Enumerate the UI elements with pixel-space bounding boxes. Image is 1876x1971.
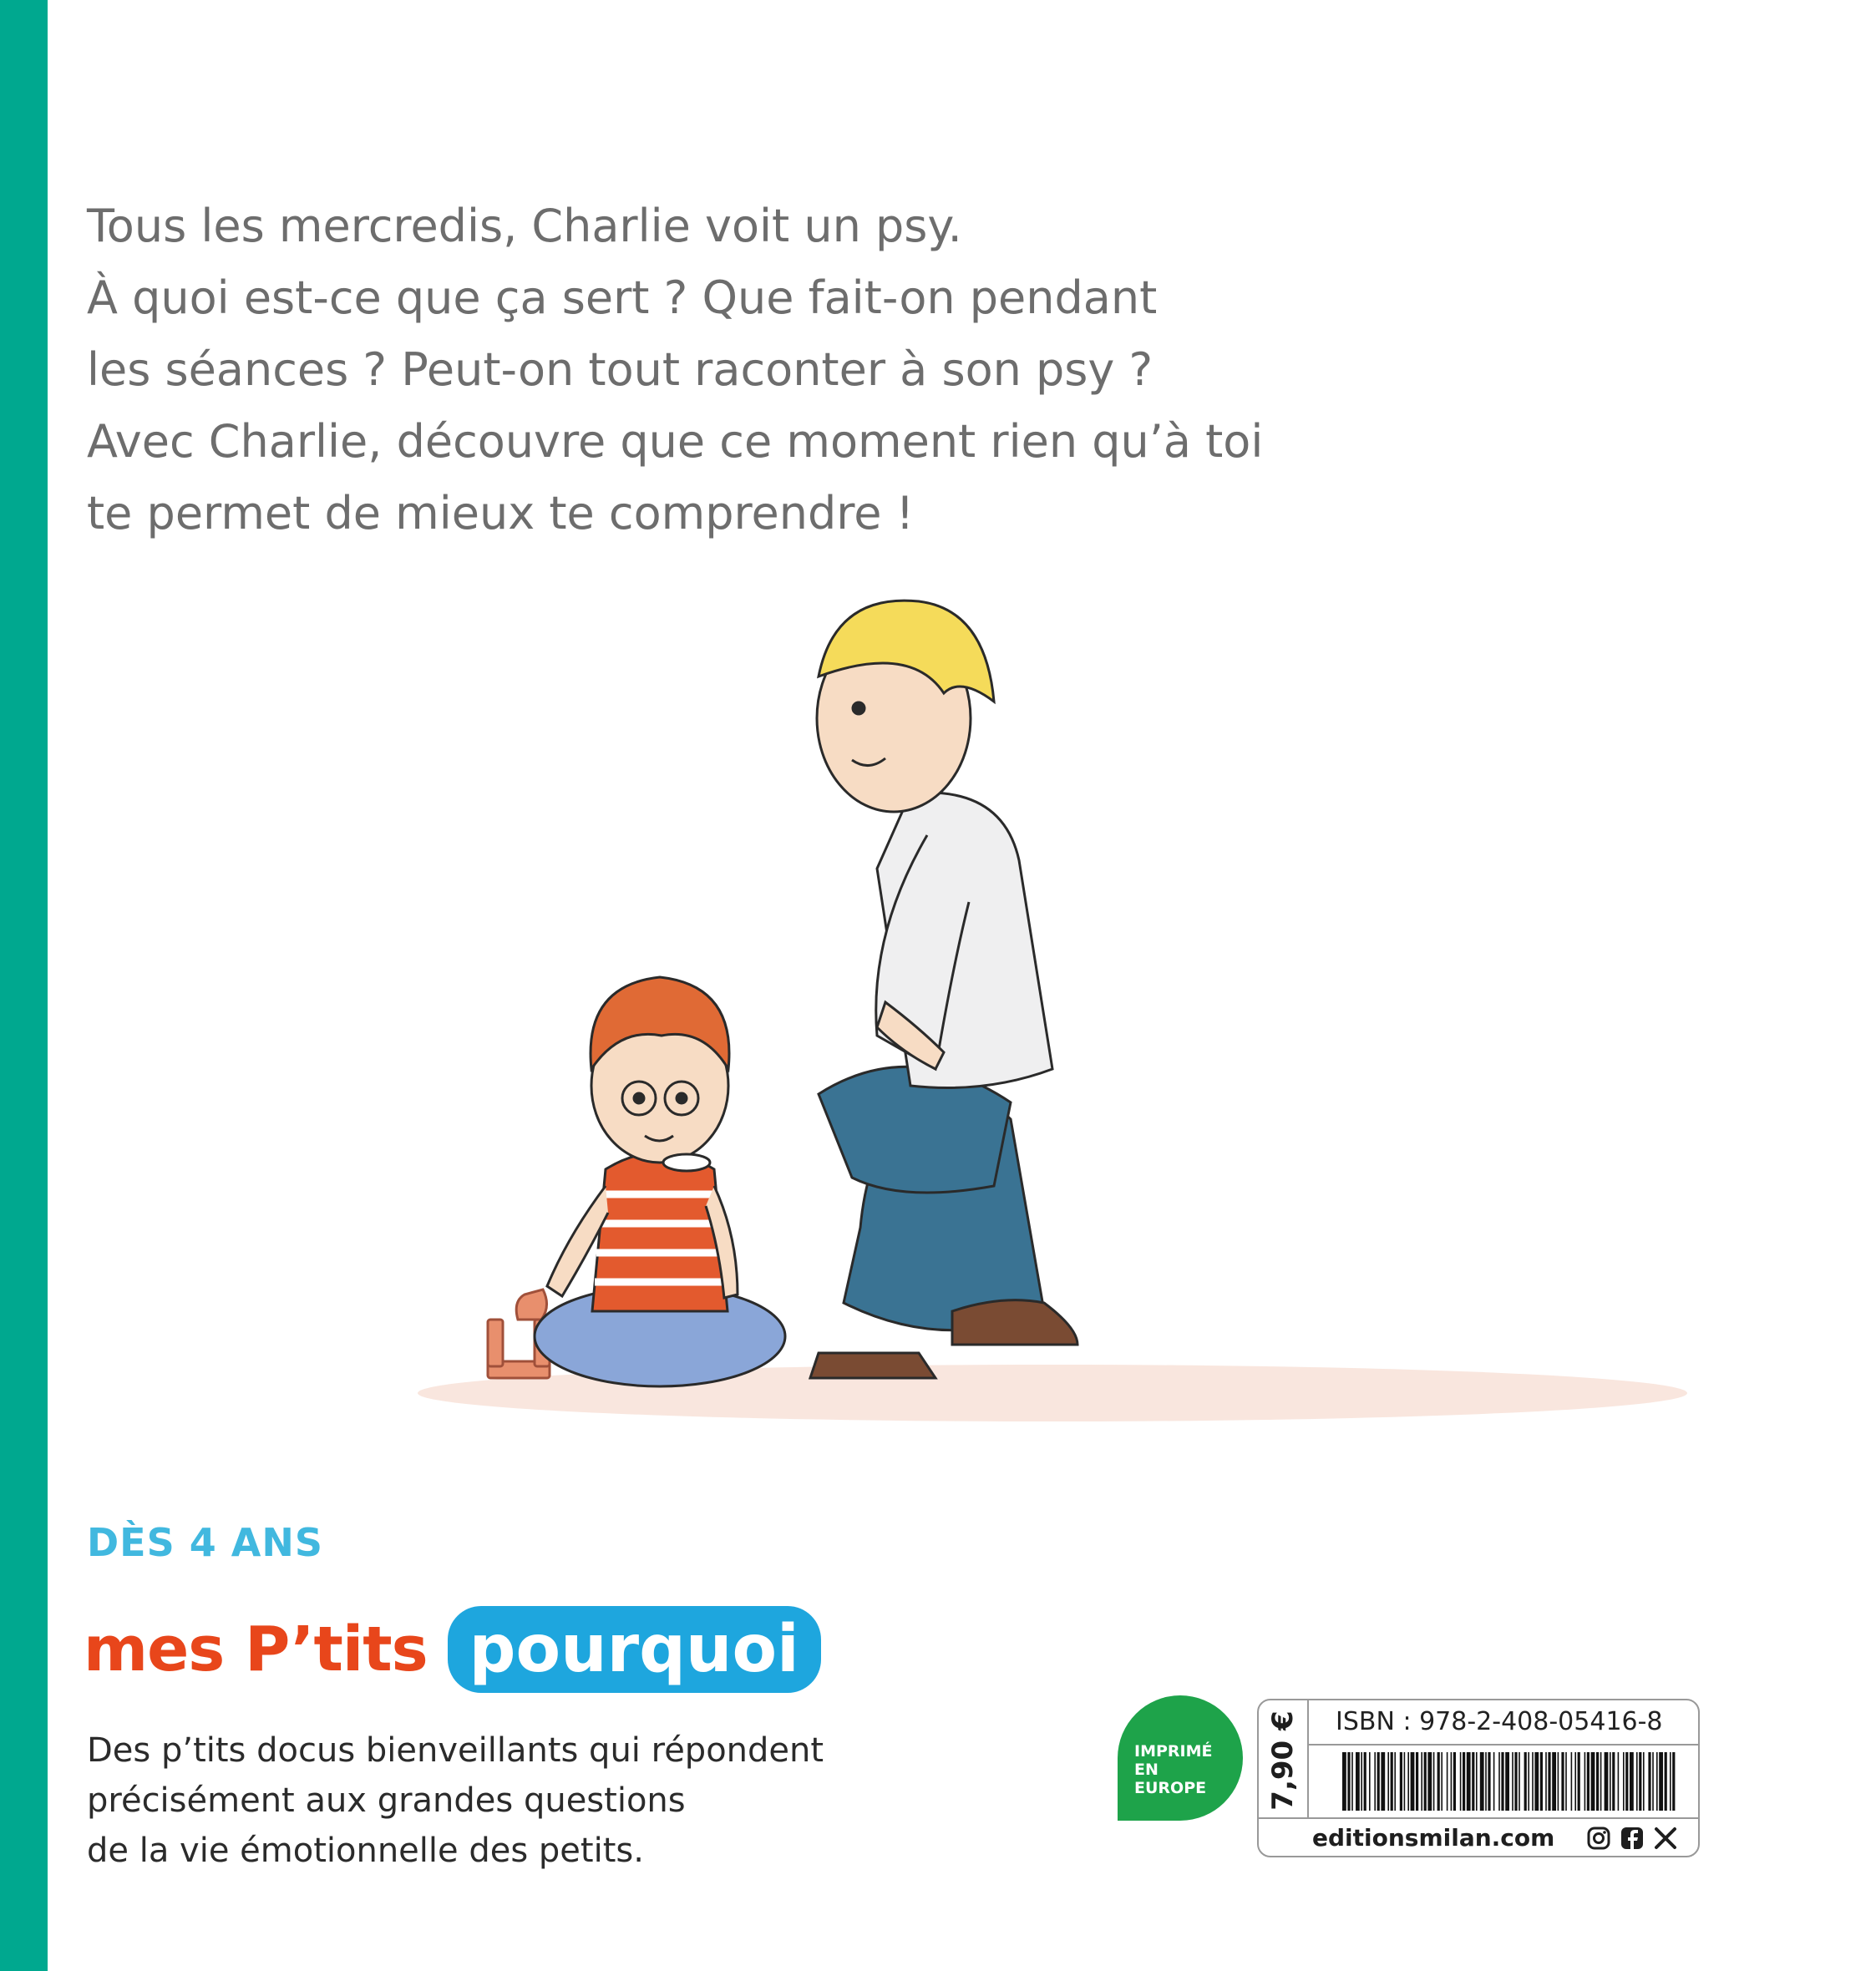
barcode-bar [1351,1752,1353,1811]
barcode-bar [1639,1752,1641,1811]
barcode-bar [1659,1752,1663,1811]
barcode-bar [1600,1752,1602,1811]
barcode-bar [1636,1752,1638,1811]
barcode [1342,1752,1676,1811]
barcode-bar [1519,1752,1520,1811]
barcode-bar [1656,1752,1658,1811]
back-cover-blurb [87,190,1423,550]
barcode-bar [1381,1752,1385,1811]
barcode-bar [1623,1752,1625,1811]
illustration-boy-and-therapist [401,585,1687,1487]
barcode-bar [1391,1752,1393,1811]
barcode-bar [1618,1752,1620,1811]
barcode-bar [1433,1752,1435,1811]
price-column [1259,1700,1309,1817]
barcode-bar [1596,1752,1599,1811]
barcode-bar [1512,1752,1513,1811]
barcode-bar [1584,1752,1586,1811]
barcode-panel [1257,1699,1700,1857]
barcode-bar [1493,1752,1495,1811]
barcode-bar [1374,1752,1376,1811]
barcode-bar [1404,1752,1406,1811]
barcode-bar [1552,1752,1556,1811]
footer-divider [1259,1817,1698,1819]
therapist-figure [810,600,1077,1378]
barcode-bar [1377,1752,1380,1811]
barcode-bar [1501,1752,1503,1811]
price-label: 7,90 € [1266,1710,1300,1811]
barcode-bar [1485,1752,1487,1811]
series-logo [84,1604,821,1695]
barcode-bar [1591,1752,1595,1811]
barcode-bar [1424,1752,1427,1811]
barcode-bar [1488,1752,1490,1811]
barcode-bar [1421,1752,1422,1811]
series-logo-part2: pourquoi [448,1606,821,1693]
barcode-bar [1394,1752,1396,1811]
barcode-bar [1665,1752,1667,1811]
series-description-line: précisément aux grandes questions [87,1781,686,1820]
barcode-bar [1356,1752,1360,1811]
series-logo-part1: mes P’tits [84,1614,428,1685]
barcode-bar [1532,1752,1534,1811]
barcode-bar [1558,1752,1559,1811]
barcode-bar [1643,1752,1645,1811]
barcode-bar [1437,1752,1440,1811]
barcode-bar [1548,1752,1550,1811]
spine-band [0,0,48,1971]
age-label: DÈS 4 ANS [87,1520,324,1565]
isbn-label: ISBN : 978-2-408-05416-8 [1336,1707,1663,1736]
barcode-bar [1347,1752,1350,1811]
instagram-icon[interactable] [1586,1826,1611,1851]
barcode-bar [1498,1752,1500,1811]
barcode-bar [1447,1752,1448,1811]
blurb-line: Tous les mercredis, Charlie voit un psy. [87,200,962,252]
barcode-bar [1463,1752,1465,1811]
barcode-bar [1625,1752,1628,1811]
barcode-bar [1571,1752,1573,1811]
series-description-line: Des p’tits docus bienveillants qui répondent [87,1731,824,1770]
website-link[interactable]: editionsmilan.com [1312,1824,1555,1852]
barcode-bar [1534,1752,1539,1811]
barcode-bar [1578,1752,1580,1811]
barcode-bar [1528,1752,1529,1811]
series-description [87,1725,824,1876]
barcode-bar [1587,1752,1590,1811]
barcode-bar [1476,1752,1478,1811]
barcode-bar [1605,1752,1609,1811]
barcode-bar [1561,1752,1564,1811]
barcode-bar [1364,1752,1366,1811]
barcode-bar [1514,1752,1517,1811]
barcode-bar [1407,1752,1409,1811]
blurb-line: Avec Charlie, découvre que ce moment rien qu’à toi [87,415,1264,468]
barcode-bar [1467,1752,1471,1811]
facebook-icon[interactable] [1620,1826,1645,1851]
barcode-bar [1369,1752,1371,1811]
barcode-bar [1545,1752,1547,1811]
barcode-bar [1672,1752,1675,1811]
barcode-bar [1612,1752,1615,1811]
blurb-line: À quoi est-ce que ça sert ? Que fait-on pendant [87,271,1158,324]
barcode-bar [1670,1752,1671,1811]
barcode-bar [1630,1752,1634,1811]
barcode-bar [1505,1752,1509,1811]
barcode-bar [1472,1752,1474,1811]
barcode-bar [1387,1752,1389,1811]
barcode-bar [1342,1752,1346,1811]
blurb-line: te permet de mieux te comprendre ! [87,487,915,540]
barcode-bar [1416,1752,1418,1811]
barcode-bar [1524,1752,1527,1811]
barcode-bar [1460,1752,1462,1811]
barcode-bar [1451,1752,1453,1811]
badge-line: EN [1134,1761,1159,1779]
series-description-line: de la vie émotionnelle des petits. [87,1832,644,1870]
badge-line: EUROPE [1134,1779,1207,1797]
barcode-bar [1361,1752,1362,1811]
barcode-bar [1427,1752,1432,1811]
barcode-bar [1480,1752,1484,1811]
barcode-bar [1652,1752,1654,1811]
barcode-bar [1610,1752,1611,1811]
barcode-bar [1574,1752,1576,1811]
boy-figure [535,977,785,1386]
blurb-line: les séances ? Peut-on tout raconter à son psy ? [87,343,1153,396]
barcode-bar [1565,1752,1567,1811]
barcode-bar [1411,1752,1415,1811]
badge-line: IMPRIMÉ [1134,1742,1213,1761]
printed-in-europe-badge [1118,1695,1243,1821]
social-icons [1586,1826,1678,1851]
barcode-bar [1540,1752,1543,1811]
barcode-bar [1453,1752,1456,1811]
isbn-divider [1307,1744,1698,1746]
barcode-bar [1648,1752,1650,1811]
x-icon[interactable] [1653,1826,1678,1851]
barcode-bar [1441,1752,1442,1811]
barcode-bar [1400,1752,1402,1811]
